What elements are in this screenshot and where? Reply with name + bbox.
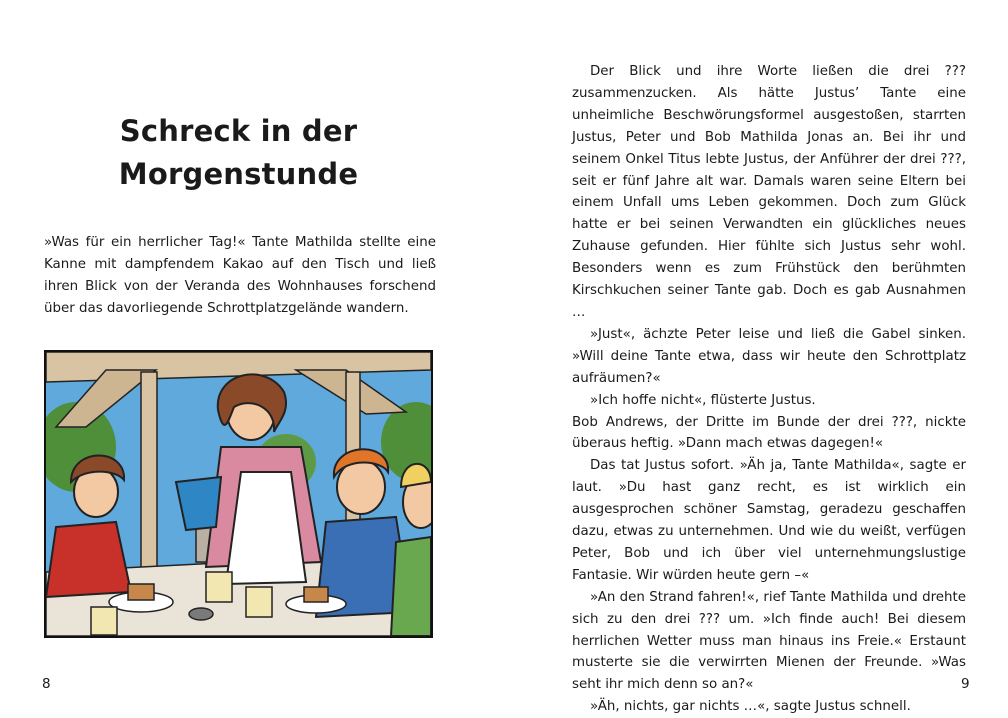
paragraph: »Was für ein herrlicher Tag!« Tante Mathilda stellte eine Kanne mit dampfendem Kakao auf den Tisch und ließ ihren Blick von der Veranda des Wohnhauses forschend über das davorliegende Schrottplatzgelände wandern. — [44, 235, 436, 316]
paragraph: »Äh, nichts, gar nichts …«, sagte Justus schnell. — [590, 699, 911, 715]
page-number-left: 8 — [42, 676, 51, 692]
chapter-title — [60, 110, 417, 196]
comic-scene — [46, 352, 431, 636]
paragraph: Bob Andrews, der Dritte im Bunde der drei ???, nickte überaus heftig. »Dann mach etwas dagegen!« — [572, 414, 966, 452]
paragraph: »An den Strand fahren!«, rief Tante Mathilda und drehte sich zu den drei ??? um. »Ich finde auch! Bei diesem herrlichen Wetter muss man hinaus ins Freie.« Erstaunt musterte sie die verwirrten Mienen der Freunde. »Was seht ihr mich denn so an?« — [572, 589, 966, 693]
paragraph: Der Blick und ihre Worte ließen die drei ??? zusammenzucken. Als hätte Justus’ Tante eine unheimliche Beschwörungsformel ausgestoßen, starrten Justus, Peter und Bob Mathilda Jonas an. Bei ihr und seinem Onkel Titus lebte Justus, der Anführer der drei ???, seit er fünf Jahre alt war. Damals waren seine Eltern bei einem Unfall ums Leben gekommen. Doch zum Glück hatte er bei seinen Verwandten ein glückliches neues Zuhause gefunden. Hier fühlte sich Justus sehr wohl. Besonders wenn es zum Frühstück den berühmten Kirschkuchen seiner Tante gab. Doch es gab Ausnahmen … — [572, 64, 966, 320]
right-body-text — [572, 61, 966, 718]
paragraph: »Ich hoffe nicht«, flüsterte Justus. — [590, 392, 816, 408]
page-number-right: 9 — [961, 676, 970, 692]
chapter-title-line-1: Schreck in der — [119, 114, 358, 148]
right-page — [504, 0, 1008, 714]
chapter-title-line-2: Morgenstunde — [118, 157, 359, 191]
paragraph: Das tat Justus sofort. »Äh ja, Tante Mathilda«, sagte er laut. »Du hast ganz recht, es ist wirklich ein ausgesprochen schöner Samstag, geradezu geschaffen dazu, etwas zu unternehmen. Und wie du weißt, verfügen Peter, Bob und ich über viel unternehmungslustige Fantasie. Wir würden heute gern –« — [572, 458, 966, 583]
paragraph: »Just«, ächzte Peter leise und ließ die Gabel sinken. »Will deine Tante etwa, dass wir heute den Schrottplatz aufräumen?« — [572, 326, 966, 386]
left-body-text — [44, 232, 436, 320]
breakfast-illustration — [44, 350, 433, 638]
left-page — [0, 0, 504, 714]
